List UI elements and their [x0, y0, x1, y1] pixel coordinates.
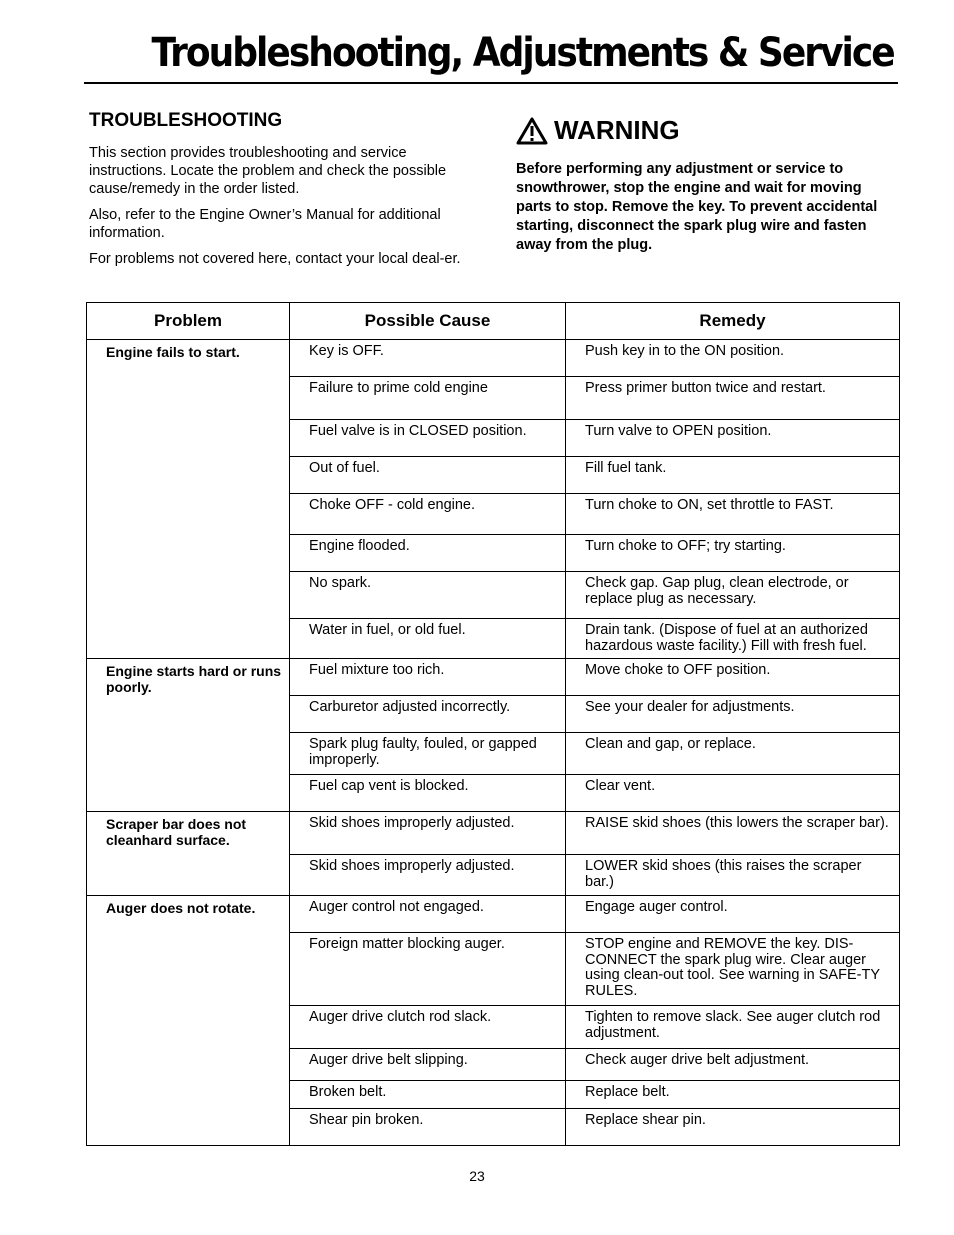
cause-cell: Fuel mixture too rich. — [290, 659, 566, 696]
warning-text: Before performing any adjustment or service to snowthrower, stop the engine and wait for moving parts to stop. Remove the key. To prevent accidental starting, disconnect the spark plug wire and fasten away from the plug. — [516, 161, 878, 253]
remedy-cell: Turn choke to OFF; try starting. — [566, 535, 900, 572]
remedy-cell: Turn valve to OPEN position. — [566, 420, 900, 457]
cause-cell: Choke OFF - cold engine. — [290, 494, 566, 535]
remedy-cell: Tighten to remove slack. See auger clutch rod adjustment. — [566, 1006, 900, 1049]
remedy-cell: Clear vent. — [566, 775, 900, 812]
remedy-cell: Check gap. Gap plug, clean electrode, or replace plug as necessary. — [566, 572, 900, 619]
table-body — [87, 340, 900, 1146]
warning-heading — [516, 115, 896, 146]
table-row — [87, 812, 900, 855]
intro-section — [89, 110, 477, 276]
warning-triangle-icon — [516, 117, 548, 145]
cause-cell: Foreign matter blocking auger. — [290, 933, 566, 1006]
remedy-cell: Move choke to OFF position. — [566, 659, 900, 696]
problem-cell: Auger does not rotate. — [87, 896, 290, 1146]
remedy-cell: RAISE skid shoes (this lowers the scraper bar). — [566, 812, 900, 855]
remedy-cell: Press primer button twice and restart. — [566, 377, 900, 420]
cause-cell: Spark plug faulty, fouled, or gapped improperly. — [290, 733, 566, 775]
cause-cell: Auger control not engaged. — [290, 896, 566, 933]
cause-cell: Out of fuel. — [290, 457, 566, 494]
cause-cell: Skid shoes improperly adjusted. — [290, 812, 566, 855]
cause-cell: Skid shoes improperly adjusted. — [290, 855, 566, 896]
remedy-cell: Replace shear pin. — [566, 1109, 900, 1146]
problem-cell: Engine starts hard or runs poorly. — [87, 659, 290, 812]
remedy-cell: Fill fuel tank. — [566, 457, 900, 494]
cause-cell: Failure to prime cold engine — [290, 377, 566, 420]
cause-cell: No spark. — [290, 572, 566, 619]
cause-cell: Key is OFF. — [290, 340, 566, 377]
remedy-cell: Drain tank. (Dispose of fuel at an authorized hazardous waste facility.) Fill with fresh fuel. — [566, 619, 900, 659]
remedy-cell: See your dealer for adjustments. — [566, 696, 900, 733]
header-rule — [84, 82, 898, 84]
problem-cell: Engine fails to start. — [87, 340, 290, 659]
remedy-cell: Clean and gap, or replace. — [566, 733, 900, 775]
remedy-cell: STOP engine and REMOVE the key. DIS-CONNECT the spark plug wire. Clear auger using clean-out tool. See warning in SAFE-TY RULES. — [566, 933, 900, 1006]
intro-paragraph: For problems not covered here, contact your local deal-er. — [89, 251, 461, 267]
remedy-cell: Turn choke to ON, set throttle to FAST. — [566, 494, 900, 535]
remedy-cell: LOWER skid shoes (this raises the scraper bar.) — [566, 855, 900, 896]
section-heading: TROUBLESHOOTING — [89, 110, 283, 131]
cause-cell: Shear pin broken. — [290, 1109, 566, 1146]
warning-box — [516, 115, 896, 255]
warning-label: WARNING — [554, 115, 680, 145]
cause-cell: Broken belt. — [290, 1081, 566, 1109]
page-number: 23 — [469, 1168, 485, 1184]
header-problem: Problem — [87, 303, 290, 340]
cause-cell: Engine flooded. — [290, 535, 566, 572]
table-header-row — [87, 303, 900, 340]
cause-cell: Auger drive belt slipping. — [290, 1049, 566, 1081]
problem-cell: Scraper bar does not cleanhard surface. — [87, 812, 290, 896]
page-title: Troubleshooting, Adjustments & Service — [151, 30, 894, 76]
cause-cell: Fuel cap vent is blocked. — [290, 775, 566, 812]
header-remedy: Remedy — [566, 303, 900, 340]
remedy-cell: Check auger drive belt adjustment. — [566, 1049, 900, 1081]
cause-cell: Fuel valve is in CLOSED position. — [290, 420, 566, 457]
table-row — [87, 659, 900, 696]
table-row — [87, 896, 900, 933]
remedy-cell: Engage auger control. — [566, 896, 900, 933]
cause-cell: Water in fuel, or old fuel. — [290, 619, 566, 659]
remedy-cell: Push key in to the ON position. — [566, 340, 900, 377]
intro-paragraph: This section provides troubleshooting and service instructions. Locate the problem and check the possible cause/remedy in the order listed. — [89, 145, 447, 197]
cause-cell: Auger drive clutch rod slack. — [290, 1006, 566, 1049]
table-row — [87, 340, 900, 377]
intro-paragraph: Also, refer to the Engine Owner’s Manual for additional information. — [89, 207, 441, 241]
header-cause: Possible Cause — [290, 303, 566, 340]
cause-cell: Carburetor adjusted incorrectly. — [290, 696, 566, 733]
troubleshooting-table — [86, 302, 900, 1146]
remedy-cell: Replace belt. — [566, 1081, 900, 1109]
intro-text — [89, 144, 477, 268]
